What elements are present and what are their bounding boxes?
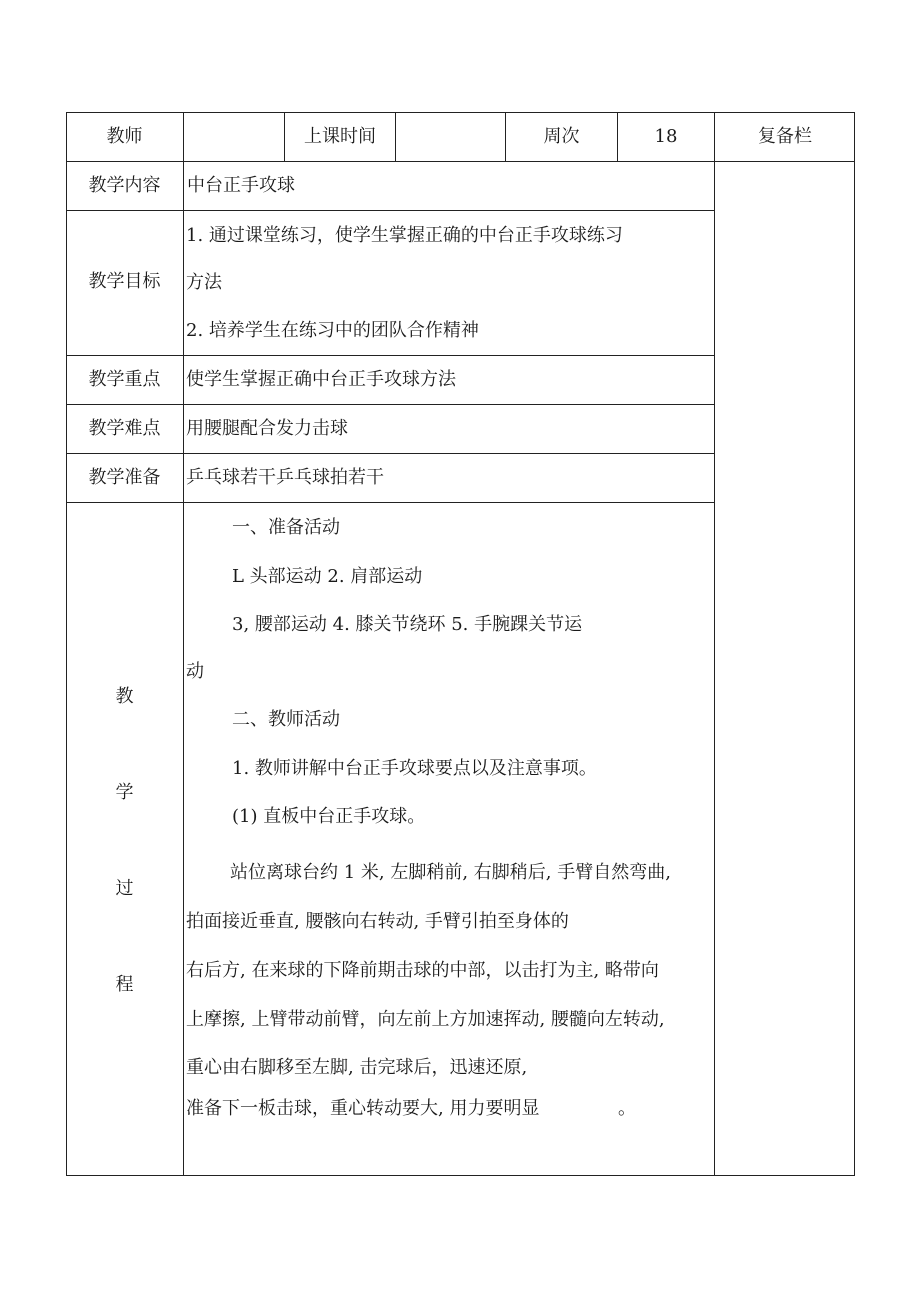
process-line: (1) 直板中台正手攻球。 <box>232 806 426 827</box>
row-line-content <box>66 210 715 211</box>
process-label-char: 学 <box>115 782 134 803</box>
process-heading: 二、教师活动 <box>232 709 340 730</box>
class-time-label: 上课时间 <box>304 126 376 147</box>
preparation-value: 乒乓球若干乒乓球拍若干 <box>186 467 384 488</box>
process-line: 准备下一板击球，重心转动要大, 用力要明显 <box>186 1098 540 1119</box>
process-line: 拍面接近垂直, 腰骸向右转动, 手臂引拍至身体的 <box>186 911 569 932</box>
content-label: 教学内容 <box>88 175 161 196</box>
goals-line-2: 方法 <box>186 272 222 293</box>
process-line: L 头部运动 2. 肩部运动 <box>232 566 423 587</box>
goals-label: 教学目标 <box>88 271 161 292</box>
process-label-char: 程 <box>115 974 134 995</box>
goals-line-1: 1. 通过课堂练习，使学生掌握正确的中台正手攻球练习 <box>186 225 623 246</box>
process-line: 1. 教师讲解中台正手攻球要点以及注意事项。 <box>232 758 597 779</box>
process-line: 3, 腰部运动 4. 膝关节绕环 5. 手腕踝关节运 <box>232 614 583 635</box>
divider-review-column <box>714 112 715 1176</box>
divider-label-column <box>183 112 184 1176</box>
row-line-preparation <box>66 502 715 503</box>
row-line-goals <box>66 355 715 356</box>
review-column-label: 复备栏 <box>758 126 812 147</box>
process-line-period: 。 <box>618 1098 636 1119</box>
divider-header-2 <box>395 112 396 162</box>
teacher-label: 教师 <box>106 126 143 147</box>
row-line-header <box>66 161 855 162</box>
content-value: 中台正手攻球 <box>187 175 295 196</box>
week-label: 周次 <box>543 126 580 147</box>
difficulty-value: 用腰腿配合发力击球 <box>186 418 348 439</box>
key-point-label: 教学重点 <box>88 369 161 390</box>
process-line: 上摩擦, 上臂带动前臂，向左前上方加速挥动, 腰髓向左转动, <box>186 1009 665 1030</box>
process-line: 站位离球台约 1 米, 左脚稍前, 右脚稍后, 手臂自然弯曲, <box>230 862 671 883</box>
process-heading: 一、准备活动 <box>232 517 340 538</box>
process-label-char: 过 <box>115 878 134 899</box>
difficulty-label: 教学难点 <box>88 418 161 439</box>
process-label-char: 教 <box>115 686 134 707</box>
row-line-key-point <box>66 404 715 405</box>
key-point-value: 使学生掌握正确中台正手攻球方法 <box>186 369 456 390</box>
process-line: 重心由右脚移至左脚, 击完球后，迅速还原, <box>186 1057 528 1078</box>
process-line: 动 <box>186 661 204 682</box>
goals-line-3: 2. 培养学生在练习中的团队合作精神 <box>186 320 479 341</box>
preparation-label: 教学准备 <box>88 467 161 488</box>
week-value: 18 <box>654 126 678 147</box>
row-line-difficulty <box>66 453 715 454</box>
process-line: 右后方, 在来球的下降前期击球的中部，以击打为主, 略带向 <box>186 960 659 981</box>
